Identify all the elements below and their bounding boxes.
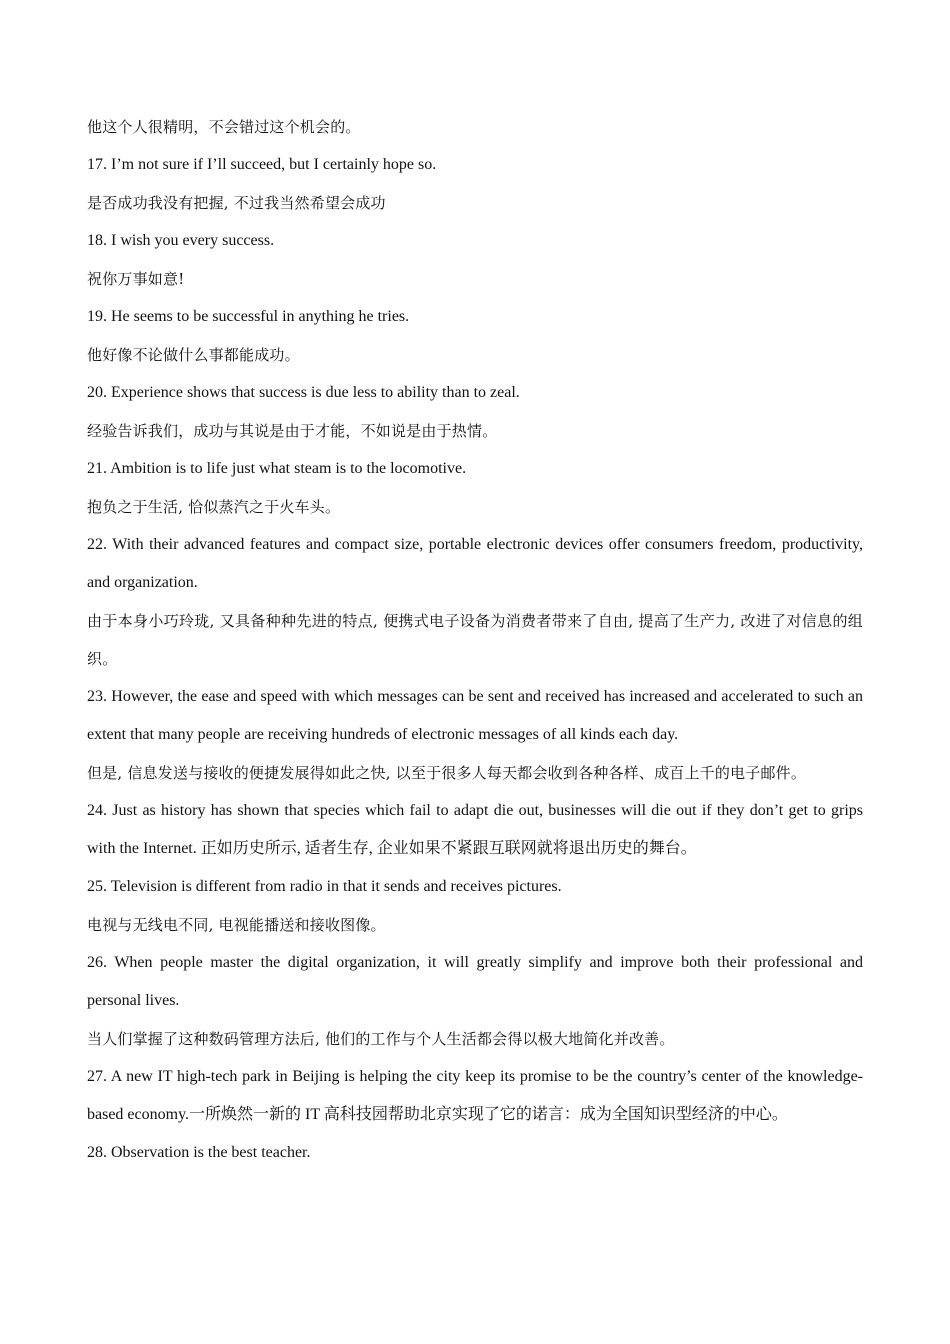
text-line: 他好像不论做什么事都能成功。 xyxy=(87,346,300,364)
text-line: 18. I wish you every success. xyxy=(87,232,275,249)
text-line: 21. Ambition is to life just what steam is to the locomotive. xyxy=(87,460,467,477)
text-line: 当人们掌握了这种数码管理方法后, 他们的工作与个人生活都会得以极大地简化并改善。 xyxy=(87,1030,675,1048)
text-line: 由于本身小巧玲珑, 又具备种种先进的特点, 便携式电子设备为消费者带来了自由, 提高了生产力, 改进了对信息的组织。 xyxy=(87,612,863,668)
text-line: 22. With their advanced features and compact size, portable electronic devices offer consumers freedom, productivity, and organization. xyxy=(87,536,863,591)
text-line: 20. Experience shows that success is due less to ability than to zeal. xyxy=(87,384,520,401)
text-line: 26. When people master the digital organization, it will greatly simplify and improve both their professional and personal lives. xyxy=(87,954,863,1009)
text-line: 抱负之于生活, 恰似蒸汽之于火车头。 xyxy=(87,498,341,516)
text-line: 23. However, the ease and speed with which messages can be sent and received has increased and accelerated to such an extent that many people are receiving hundreds of electronic messages of all kinds each day. xyxy=(87,688,863,743)
text-line: 27. A new IT high-tech park in Beijing is helping the city keep its promise to be the country’s center of the knowledge-based economy.一所焕然一新的 IT 高科技园帮助北京实现了它的诺言：成为全国知识型经济的中心。 xyxy=(87,1068,863,1123)
text-line: 19. He seems to be successful in anything he tries. xyxy=(87,308,410,325)
document-body xyxy=(87,108,863,1172)
text-line: 祝你万事如意! xyxy=(87,270,185,288)
text-line: 28. Observation is the best teacher. xyxy=(87,1144,311,1161)
text-line: 25. Television is different from radio in that it sends and receives pictures. xyxy=(87,878,562,895)
text-line: 是否成功我没有把握, 不过我当然希望会成功 xyxy=(87,194,386,212)
text-line: 17. I’m not sure if I’ll succeed, but I certainly hope so. xyxy=(87,156,437,173)
text-line: 但是, 信息发送与接收的便捷发展得如此之快, 以至于很多人每天都会收到各种各样、成百上千的电子邮件。 xyxy=(87,764,807,782)
text-line: 电视与无线电不同, 电视能播送和接收图像。 xyxy=(87,916,386,934)
text-line: 经验告诉我们，成功与其说是由于才能，不如说是由于热情。 xyxy=(87,422,498,440)
text-line: 他这个人很精明，不会错过这个机会的。 xyxy=(87,118,361,136)
text-line: 24. Just as history has shown that species which fail to adapt die out, businesses will die out if they don’t get to grips with the Internet. 正如历史所示, 适者生存, 企业如果不紧跟互联网就将退出历史的舞台。 xyxy=(87,802,863,857)
